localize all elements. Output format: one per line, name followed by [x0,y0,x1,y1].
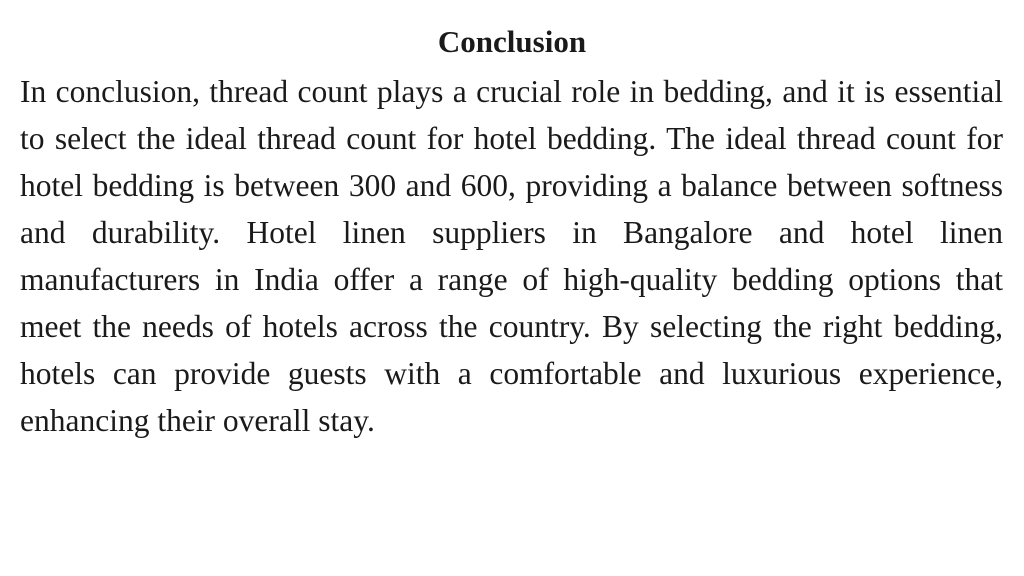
conclusion-heading: Conclusion [437,24,587,59]
conclusion-paragraph: In conclusion, thread count plays a crucial role in bedding, and it is essential to select the ideal thread count for hotel bedding. The ideal thread count for hotel bedding is between 300 and 600, providing a balance between softness and durability. Hotel linen suppliers in Bangalore and hotel linen manufacturers in India offer a range of high-quality bedding options that meet the needs of hotels across the country. By selecting the right bedding, hotels can provide guests with a comfortable and luxurious experience, enhancing their overall stay. [20,74,1003,438]
